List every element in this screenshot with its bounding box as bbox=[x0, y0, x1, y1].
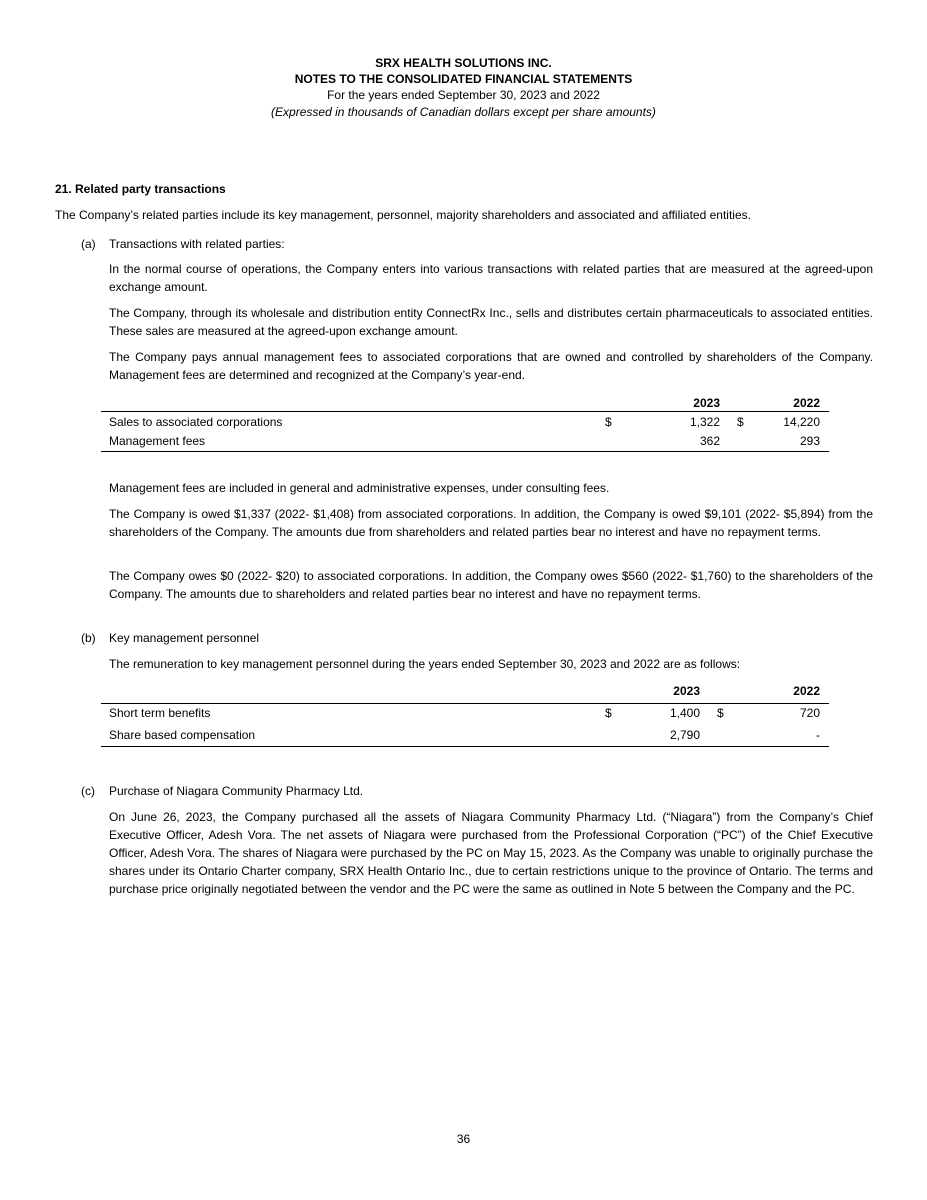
part-a-label: (a) bbox=[81, 237, 96, 251]
part-c-paragraph-1: On June 26, 2023, the Company purchased all the assets of Niagara Community Pharmacy Ltd. (“Niagara”) from the Company’s Chief Executive Officer, Adesh Vora. The net assets of Niagara were purchased from the Professional Corporation (“PC”) of the Chief Executive Officer, Adesh Vora. The shares of Niagara were purchased by the PC on May 15, 2023. As the Company was unable to originally purchase the shares under its Ontario Charter company, SRX Health Ontario Inc., due to certain restrictions unique to the province of Ontario. The terms and purchase price originally negotiated between the vendor and the PC were the same as outlined in Note 5 between the Company and the PC. bbox=[109, 810, 873, 896]
table-b-row-2-label: Share based compensation bbox=[109, 728, 256, 742]
part-c-title: Purchase of Niagara Community Pharmacy Ltd. bbox=[109, 784, 364, 798]
table-b-row-2-value-2022: - bbox=[816, 728, 820, 742]
period-line: For the years ended September 30, 2023 and 2022 bbox=[327, 88, 600, 102]
part-a-paragraph-5: The Company is owed $1,337 (2022- $1,408) from associated corporations. In addition, the Company is owed $9,101 (2022- $5,894) from the shareholders of the Company. The amounts due from shareholders and related parties bear no interest and have no repayment terms. bbox=[109, 507, 873, 539]
table-a-row-2-value-2022: 293 bbox=[799, 434, 820, 448]
table-a-header-2023: 2023 bbox=[693, 396, 720, 410]
part-a-paragraph-2: The Company, through its wholesale and distribution entity ConnectRx Inc., sells and distributes certain pharmaceuticals to associated entities. These sales are measured at the agreed-upon exchange amount. bbox=[109, 306, 873, 338]
table-b-row-1-value-2022: 720 bbox=[799, 706, 820, 720]
table-b-header-2023: 2023 bbox=[673, 684, 700, 698]
table-b-row-2-value-2023: 2,790 bbox=[669, 728, 700, 742]
part-b-title: Key management personnel bbox=[109, 631, 260, 645]
table-a-header-2022: 2022 bbox=[793, 396, 820, 410]
part-b-label: (b) bbox=[81, 631, 96, 645]
part-a-paragraph-4: Management fees are included in general and administrative expenses, under consulting fees. bbox=[109, 481, 610, 495]
table-a-row-1-value-2022: 14,220 bbox=[783, 415, 820, 429]
section-heading: 21. Related party transactions bbox=[55, 182, 226, 196]
part-a-paragraph-6: The Company owes $0 (2022- $20) to associated corporations. In addition, the Company owes $560 (2022- $1,760) to the shareholders of the Company. The amounts due to shareholders and related parties bear no interest and have no repayment terms. bbox=[109, 569, 873, 601]
page-number: 36 bbox=[456, 1132, 471, 1146]
table-a-top-rule bbox=[101, 411, 829, 412]
part-c-label: (c) bbox=[81, 784, 95, 798]
company-name: SRX HEALTH SOLUTIONS INC. bbox=[375, 56, 552, 70]
table-a-row-1-currency-2023: $ bbox=[605, 415, 612, 429]
table-b-bottom-rule bbox=[101, 746, 829, 747]
currency-basis: (Expressed in thousands of Canadian dollars except per share amounts) bbox=[271, 105, 656, 119]
table-a-bottom-rule bbox=[101, 451, 829, 452]
part-b-paragraph-1: The remuneration to key management personnel during the years ended September 30, 2023 and 2022 are as follows: bbox=[109, 657, 741, 671]
table-a-row-1-value-2023: 1,322 bbox=[689, 415, 720, 429]
table-b-row-1-value-2023: 1,400 bbox=[669, 706, 700, 720]
table-b-top-rule bbox=[101, 703, 829, 704]
part-a-paragraph-3: The Company pays annual management fees to associated corporations that are owned and controlled by shareholders of the Company. Management fees are determined and recognized at the Company’s year-end. bbox=[109, 350, 873, 382]
table-b-header-2022: 2022 bbox=[793, 684, 820, 698]
table-b-row-1-currency-2022: $ bbox=[717, 706, 724, 720]
part-a-paragraph-1: In the normal course of operations, the Company enters into various transactions with related parties that are measured at the agreed-upon exchange amount. bbox=[109, 262, 873, 294]
table-a-row-1-label: Sales to associated corporations bbox=[109, 415, 283, 429]
table-a-row-2-value-2023: 362 bbox=[699, 434, 720, 448]
table-b-row-1-label: Short term benefits bbox=[109, 706, 211, 720]
part-a-title: Transactions with related parties: bbox=[109, 237, 285, 251]
table-b-row-1-currency-2023: $ bbox=[605, 706, 612, 720]
table-a-row-1-currency-2022: $ bbox=[737, 415, 744, 429]
table-a-row-2-label: Management fees bbox=[109, 434, 206, 448]
section-intro: The Company’s related parties include its key management, personnel, majority shareholders and associated and affiliated entities. bbox=[55, 208, 751, 222]
document-title: NOTES TO THE CONSOLIDATED FINANCIAL STATEMENTS bbox=[294, 72, 633, 86]
